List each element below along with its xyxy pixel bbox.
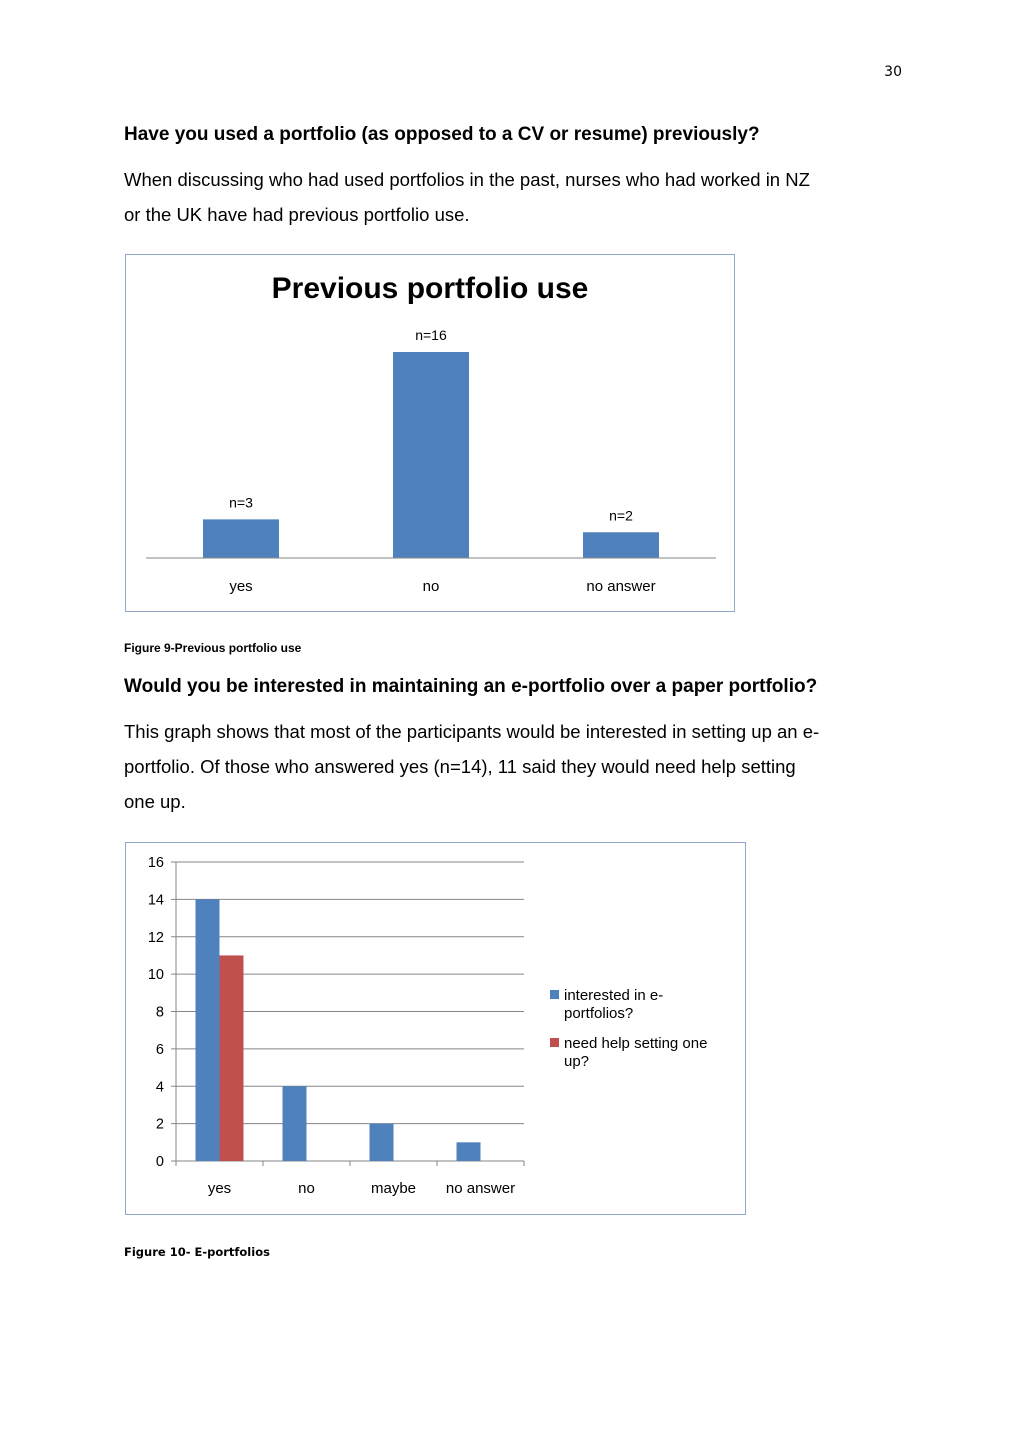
y-tick-label: 12 xyxy=(147,929,164,946)
chart2-svg xyxy=(126,843,745,1214)
bar-yes xyxy=(203,519,279,558)
section-heading-e-portfolio: Would you be interested in maintaining an e-portfolio over a paper portfolio? xyxy=(124,676,818,697)
bar-no-series-1 xyxy=(283,1086,307,1161)
legend-label: need help setting one xyxy=(564,1035,708,1052)
legend-label: up? xyxy=(564,1053,590,1070)
x-tick-label: no xyxy=(298,1180,315,1197)
y-tick-label: 2 xyxy=(155,1116,164,1133)
y-tick-label: 4 xyxy=(155,1079,164,1096)
x-tick-label: no answer xyxy=(445,1180,516,1197)
page-number: 30 xyxy=(884,64,902,80)
paragraph-line: This graph shows that most of the participants would be interested in setting up an e- xyxy=(124,721,820,742)
data-label: n=2 xyxy=(609,507,633,524)
section-heading-previous-use: Have you used a portfolio (as opposed to a CV or resume) previously? xyxy=(124,124,760,145)
figure-10-caption: Figure 10- E-portfolios xyxy=(124,1245,270,1259)
paragraph-line: When discussing who had used portfolios in the past, nurses who had worked in NZ xyxy=(124,169,810,190)
legend-swatch xyxy=(550,1038,559,1047)
paragraph-line: one up. xyxy=(124,791,186,812)
chart-title: Previous portfolio use xyxy=(271,272,589,305)
bar-no-answer xyxy=(583,532,659,558)
x-tick-label: no xyxy=(422,578,440,595)
legend-swatch xyxy=(550,990,559,999)
y-tick-label: 8 xyxy=(155,1004,164,1021)
x-tick-label: no answer xyxy=(586,578,656,595)
bar-yes-series-2 xyxy=(220,955,244,1161)
paragraph-e-portfolio xyxy=(124,714,901,819)
chart1-svg xyxy=(126,255,734,611)
paragraph-previous-use xyxy=(124,162,901,232)
data-label: n=16 xyxy=(415,327,447,343)
x-tick-label: yes xyxy=(229,578,253,595)
data-label: n=3 xyxy=(229,494,253,511)
y-tick-label: 14 xyxy=(147,892,164,909)
x-tick-label: yes xyxy=(207,1180,232,1197)
chart-e-portfolios xyxy=(125,842,746,1215)
bar-no-answer-series-1 xyxy=(457,1142,481,1161)
y-tick-label: 6 xyxy=(155,1041,164,1058)
y-tick-label: 16 xyxy=(147,855,164,871)
x-tick-label: maybe xyxy=(370,1180,417,1197)
bar-no xyxy=(393,352,469,558)
bar-yes-series-1 xyxy=(196,899,220,1161)
bar-maybe-series-1 xyxy=(370,1124,394,1161)
y-tick-label: 10 xyxy=(147,967,164,984)
paragraph-line: portfolio. Of those who answered yes (n=14), 11 said they would need help setting xyxy=(124,756,796,777)
figure-9-caption: Figure 9-Previous portfolio use xyxy=(124,641,302,655)
paragraph-line: or the UK have had previous portfolio use. xyxy=(124,204,470,225)
legend-label: portfolios? xyxy=(564,1005,634,1022)
legend-label: interested in e- xyxy=(564,987,664,1004)
chart-previous-portfolio-use xyxy=(125,254,735,612)
y-tick-label: 0 xyxy=(155,1154,164,1170)
